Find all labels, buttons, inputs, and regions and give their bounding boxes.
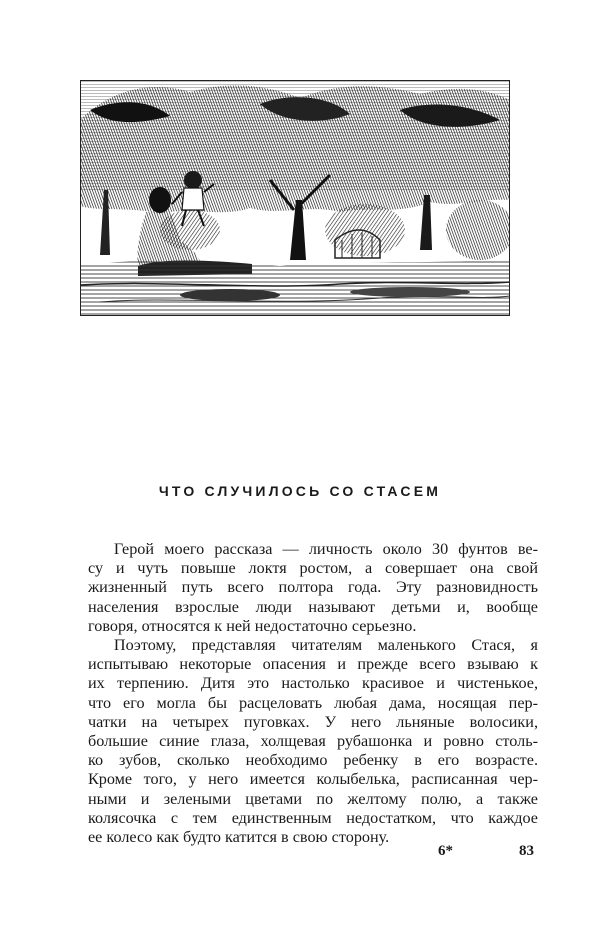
text-line: их терпению. Дитя это настолько красивое и чистенькое, <box>88 674 538 693</box>
text-line: Поэтому, представляя читателям маленького Стася, я <box>113 636 538 655</box>
signature-mark: 6* <box>438 843 453 859</box>
text-line: испытываю некоторые опасения и прежде всего взываю к <box>88 655 538 674</box>
page-number: 83 <box>519 843 534 859</box>
text-line: жизненный путь всего полтора года. Эту разновидность <box>88 578 538 597</box>
text-line: Кроме того, у него имеется колыбелька, расписанная чер- <box>88 770 538 789</box>
text-line: населения взрослые люди называют детьми и, вообще <box>88 597 538 616</box>
story-text <box>88 540 538 847</box>
text-line: Герой моего рассказа — личность около 30 фунтов ве- <box>113 540 538 558</box>
text-line: ее колесо как будто катится в свою сторону. <box>88 828 390 847</box>
text-line: говоря, относятся к ней недостаточно серьезно. <box>88 616 417 635</box>
text-line: ными и зелеными цветами по желтому полю, а также <box>88 789 538 808</box>
text-line: чатки на четырех пуговках. У него льняные волосики, <box>88 712 538 731</box>
chapter-title: ЧТО СЛУЧИЛОСЬ СО СТАСЕМ <box>158 483 442 499</box>
text-line: су и чуть повыше локтя ростом, а совершает она свой <box>88 559 538 578</box>
woodcut-illustration <box>80 80 510 316</box>
text-line: ко зубов, сколько необходимо ребенку в его возрасте. <box>88 751 538 770</box>
text-line: что его могла бы расцеловать любая дама, носящая пер- <box>88 693 538 712</box>
garden-scene-icon <box>80 80 510 316</box>
text-line: большие синие глаза, холщевая рубашонка и ровно столь- <box>88 732 538 751</box>
text-line: колясочка с тем единственным недостатком, что каждое <box>88 808 538 827</box>
